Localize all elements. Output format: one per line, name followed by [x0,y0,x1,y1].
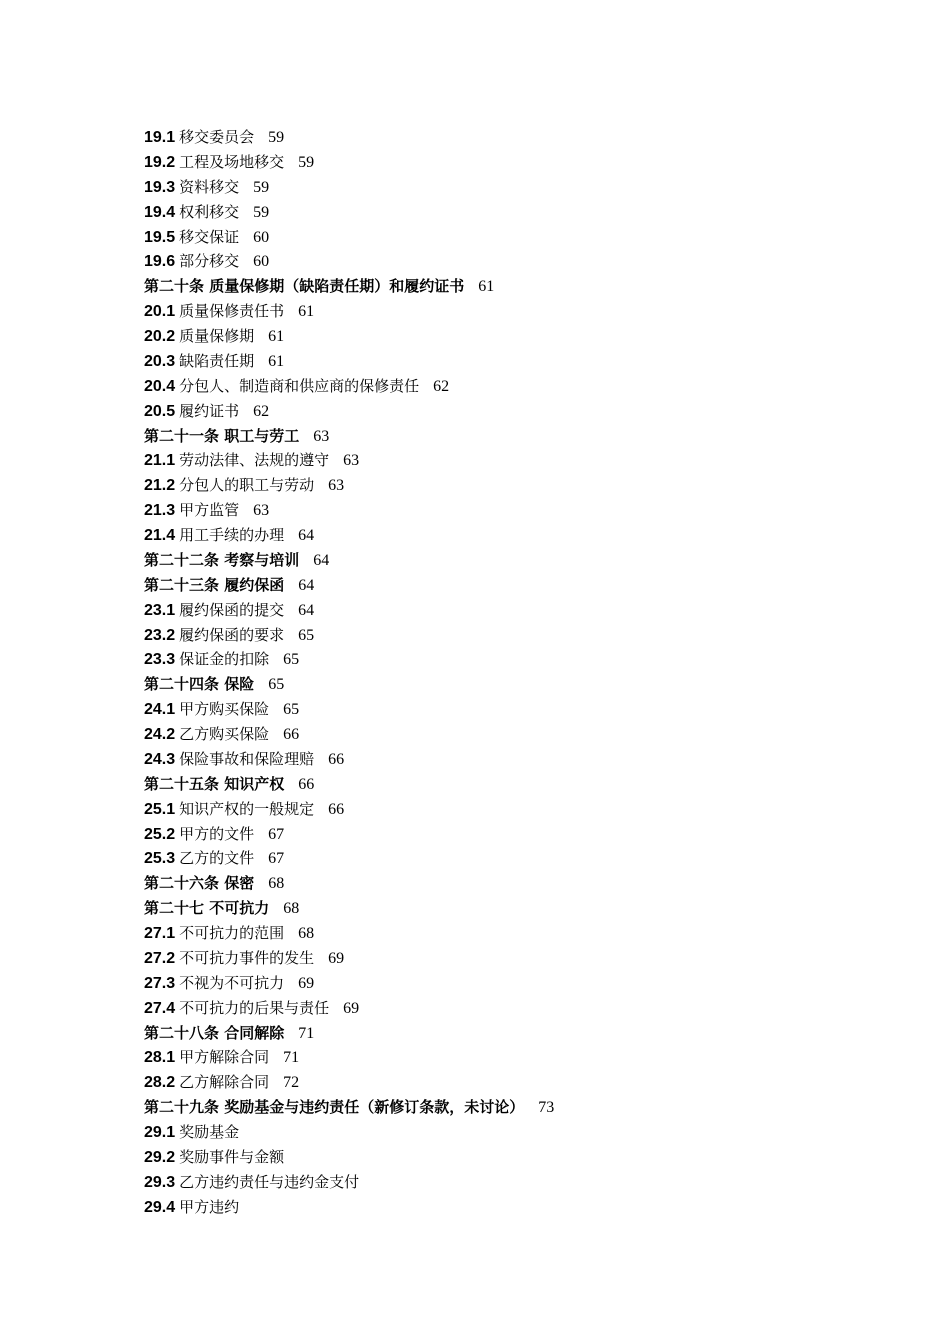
toc-page-number: 65 [298,626,315,644]
toc-section-number: 19.4 [144,203,176,221]
toc-page-number: 66 [298,775,315,793]
toc-page-number: 61 [268,328,285,345]
toc-page-number: 64 [298,576,315,594]
toc-title: 资料移交 [179,177,240,196]
toc-title: 分包人的职工与劳动 [179,476,315,495]
toc-chapter-entry[interactable] [144,548,924,573]
toc-title: 部分移交 [179,252,240,271]
toc-section-entry[interactable] [144,324,924,349]
toc-page-number: 65 [283,701,300,719]
toc-page-number: 60 [253,228,270,246]
toc-section-number: 28.1 [144,1049,176,1067]
toc-title: 质量保修期 [179,327,255,345]
toc-section-number: 19.5 [144,228,176,246]
toc-section-number: 25.2 [144,825,176,843]
toc-page-number: 67 [268,825,285,843]
toc-page-number: 65 [268,676,285,694]
toc-section-number: 27.2 [144,949,176,967]
toc-section-entry[interactable] [144,1170,924,1195]
toc-title: 第二十八条 合同解除 [144,1023,285,1042]
toc-section-entry[interactable] [144,822,924,847]
table-of-contents [144,125,924,1220]
toc-section-number: 19.1 [144,129,176,146]
toc-title: 第二十四条 保险 [144,675,255,694]
toc-title: 甲方违约 [179,1197,240,1216]
toc-title: 不视为不可抗力 [179,973,285,992]
toc-title: 履约保函的提交 [179,600,285,619]
toc-page-number: 64 [298,601,315,619]
toc-section-number: 27.1 [144,925,176,942]
toc-page-number: 62 [433,377,450,395]
toc-section-entry[interactable] [144,971,924,996]
toc-page-number: 60 [253,253,270,271]
toc-section-entry[interactable] [144,623,924,648]
toc-title: 用工手续的办理 [179,526,285,544]
toc-chapter-entry[interactable] [144,1021,924,1046]
toc-section-number: 24.2 [144,726,176,743]
toc-section-entry[interactable] [144,349,924,374]
toc-section-number: 29.3 [144,1173,176,1191]
toc-title: 乙方的文件 [179,849,255,868]
toc-page-number: 63 [313,427,330,445]
toc-page-number: 71 [298,1024,315,1042]
toc-title: 劳动法律、法规的遵守 [179,451,330,470]
toc-section-number: 23.1 [144,601,176,619]
toc-section-entry[interactable] [144,225,924,250]
toc-section-entry[interactable] [144,1145,924,1170]
toc-section-entry[interactable] [144,448,924,473]
toc-section-entry[interactable] [144,473,924,498]
toc-section-entry[interactable] [144,299,924,324]
toc-chapter-entry[interactable] [144,573,924,598]
toc-section-entry[interactable] [144,200,924,225]
toc-page-number: 59 [253,203,270,221]
toc-title: 乙方购买保险 [179,725,270,743]
toc-section-number: 27.3 [144,974,176,992]
toc-page-number: 66 [328,800,345,818]
toc-section-entry[interactable] [144,1070,924,1095]
toc-section-number: 19.3 [144,178,176,196]
toc-chapter-entry[interactable] [144,871,924,896]
toc-section-entry[interactable] [144,996,924,1021]
toc-section-number: 21.2 [144,477,176,495]
toc-chapter-entry[interactable] [144,896,924,921]
toc-title: 保险事故和保险理赔 [179,749,315,768]
toc-section-entry[interactable] [144,249,924,274]
toc-section-entry[interactable] [144,722,924,747]
toc-title: 不可抗力的范围 [179,924,285,942]
toc-title: 第二十七 不可抗力 [144,899,270,918]
toc-section-number: 20.2 [144,328,176,345]
toc-section-number: 27.4 [144,999,176,1017]
toc-page-number: 63 [343,452,360,470]
toc-section-number: 21.3 [144,502,176,520]
toc-section-number: 20.3 [144,352,176,370]
toc-title: 奖励基金 [179,1123,240,1141]
toc-title: 第二十一条 职工与劳工 [144,426,300,445]
toc-title: 工程及场地移交 [179,152,285,171]
toc-section-entry[interactable] [144,598,924,623]
toc-chapter-entry[interactable] [144,274,924,299]
toc-section-number: 23.3 [144,651,176,669]
toc-title: 分包人、制造商和供应商的保修责任 [179,376,420,395]
toc-page-number: 64 [313,551,330,569]
toc-title: 第二十六条 保密 [144,874,255,893]
toc-title: 乙方解除合同 [179,1073,270,1092]
toc-title: 保证金的扣除 [179,650,270,669]
toc-page-number: 68 [298,925,315,942]
toc-page-number: 73 [538,1099,555,1117]
toc-section-number: 19.6 [144,253,176,271]
toc-page-number: 64 [298,527,315,544]
toc-section-entry[interactable] [144,946,924,971]
toc-page-number: 72 [283,1074,300,1092]
toc-section-entry[interactable] [144,374,924,399]
toc-title: 权利移交 [179,202,240,221]
toc-page-number: 59 [253,178,270,196]
toc-title: 第二十条 质量保修期（缺陷责任期）和履约证书 [144,277,465,296]
toc-title: 奖励事件与金额 [179,1147,285,1166]
toc-section-entry[interactable] [144,498,924,523]
toc-section-entry[interactable] [144,846,924,871]
toc-title: 履约保函的要求 [179,625,285,644]
toc-page-number: 63 [328,477,345,495]
toc-title: 第二十九条 奖励基金与违约责任（新修订条款，未讨论） [144,1098,525,1117]
toc-page-number: 61 [298,303,315,321]
toc-section-number: 29.4 [144,1198,176,1216]
toc-title: 甲方购买保险 [179,700,270,719]
toc-chapter-entry[interactable] [144,1095,924,1120]
toc-section-entry[interactable] [144,175,924,200]
toc-chapter-entry[interactable] [144,424,924,449]
toc-section-number: 29.2 [144,1148,176,1166]
toc-title: 履约证书 [179,401,240,420]
toc-title: 不可抗力的后果与责任 [179,998,330,1017]
toc-section-number: 25.3 [144,850,176,868]
toc-section-number: 20.4 [144,377,176,395]
toc-title: 第二十二条 考察与培训 [144,550,300,569]
toc-page-number: 69 [328,949,345,967]
toc-page-number: 65 [283,651,300,669]
toc-section-number: 28.2 [144,1074,176,1092]
toc-page-number: 69 [298,974,315,992]
toc-section-entry[interactable] [144,697,924,722]
toc-section-number: 23.2 [144,626,176,644]
toc-title: 知识产权的一般规定 [179,799,315,818]
toc-section-entry[interactable] [144,523,924,548]
toc-section-entry[interactable] [144,1120,924,1145]
toc-title: 甲方监管 [179,501,240,520]
toc-page-number: 68 [268,875,285,893]
toc-section-entry[interactable] [144,797,924,822]
toc-section-number: 19.2 [144,153,176,171]
toc-page-number: 71 [283,1049,300,1067]
toc-title: 不可抗力事件的发生 [179,948,315,967]
toc-page-number: 61 [268,352,285,370]
toc-title: 质量保修责任书 [179,302,285,321]
toc-page-number: 66 [328,750,345,768]
toc-section-number: 24.1 [144,701,176,719]
toc-page-number: 59 [268,129,285,146]
toc-section-number: 21.1 [144,452,176,470]
toc-section-entry[interactable] [144,1195,924,1220]
toc-section-entry[interactable] [144,921,924,946]
toc-page-number: 61 [478,278,495,296]
toc-section-number: 29.1 [144,1124,176,1141]
toc-section-entry[interactable] [144,125,924,150]
toc-page-number: 63 [253,502,270,520]
toc-title: 甲方解除合同 [179,1048,270,1067]
toc-page-number: 66 [283,726,300,743]
toc-section-number: 20.1 [144,303,176,321]
toc-section-entry[interactable] [144,1045,924,1070]
toc-title: 甲方的文件 [179,824,255,843]
toc-page-number: 59 [298,153,315,171]
toc-section-number: 21.4 [144,527,176,544]
toc-page-number: 68 [283,900,300,918]
toc-title: 乙方违约责任与违约金支付 [179,1172,360,1191]
toc-section-entry[interactable] [144,747,924,772]
toc-section-number: 24.3 [144,750,176,768]
toc-chapter-entry[interactable] [144,672,924,697]
toc-section-entry[interactable] [144,647,924,672]
toc-chapter-entry[interactable] [144,772,924,797]
toc-title: 第二十五条 知识产权 [144,774,285,793]
toc-section-entry[interactable] [144,399,924,424]
toc-page-number: 69 [343,999,360,1017]
toc-section-number: 20.5 [144,402,176,420]
toc-title: 第二十三条 履约保函 [144,575,285,594]
toc-section-entry[interactable] [144,150,924,175]
toc-title: 移交委员会 [179,128,255,146]
toc-page-number: 62 [253,402,270,420]
toc-page-number: 67 [268,850,285,868]
toc-section-number: 25.1 [144,800,176,818]
toc-title: 缺陷责任期 [179,351,255,370]
toc-title: 移交保证 [179,227,240,246]
